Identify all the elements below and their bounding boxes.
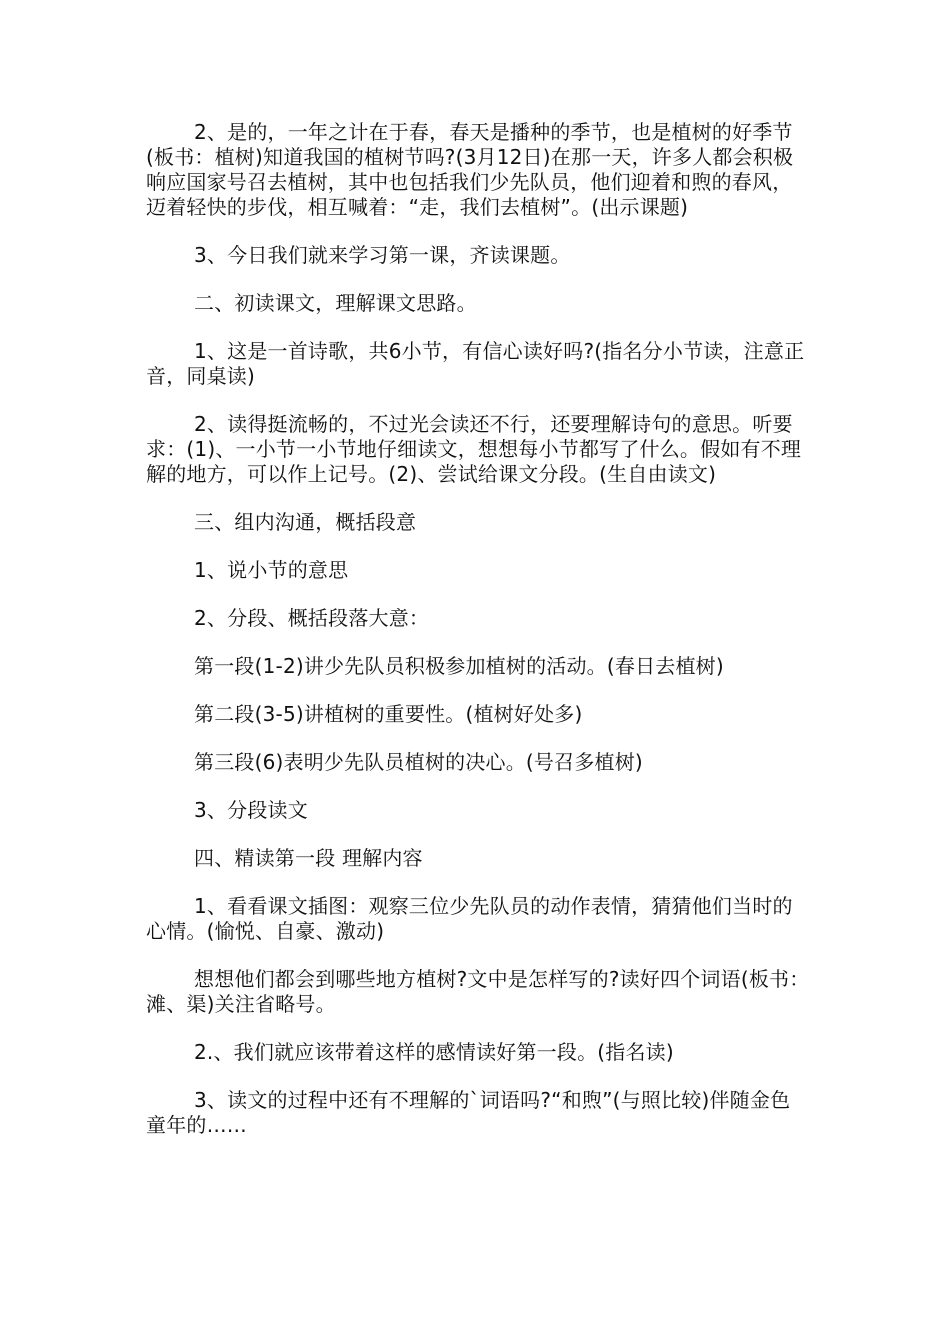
paragraph-2: 3、今日我们就来学习第一课，齐读课题。 xyxy=(194,243,571,267)
document-body xyxy=(146,120,810,1161)
paragraph-8: 第二段(3-5)讲植树的重要性。(植树好处多) xyxy=(194,702,583,726)
paragraph-3: 1、这是一首诗歌，共6小节，有信心读好吗?(指名分小节读，注意正音，同桌读) xyxy=(146,339,805,388)
paragraph-13: 2.、我们就应该带着这样的感情读好第一段。(指名读) xyxy=(194,1040,674,1064)
paragraph-9: 第三段(6)表明少先队员植树的决心。(号召多植树) xyxy=(194,750,643,774)
paragraph-7: 第一段(1-2)讲少先队员积极参加植树的活动。(春日去植树) xyxy=(194,654,724,678)
paragraph-5: 1、说小节的意思 xyxy=(194,558,349,582)
paragraph-1: 2、是的，一年之计在于春，春天是播种的季节，也是植树的好季节(板书：植树)知道我国的植树节吗?(3月12日)在那一天，许多人都会积极响应国家号召去植树，其中也包括我们少先队员，他们迎着和煦的春风，迈着轻快的步伐，相互喊着：“走，我们去植树”。(出示课题) xyxy=(146,120,794,219)
section-heading-3: 三、组内沟通，概括段意 xyxy=(194,510,417,534)
paragraph-14: 3、读文的过程中还有不理解的`词语吗?“和煦”(与照比较)伴随金色童年的…… xyxy=(146,1088,791,1137)
paragraph-6: 2、分段、概括段落大意： xyxy=(194,606,430,630)
paragraph-11: 1、看看课文插图：观察三位少先队员的动作表情，猜猜他们当时的心情。(愉悦、自豪、激动) xyxy=(146,894,793,943)
paragraph-10: 3、分段读文 xyxy=(194,798,308,822)
paragraph-4: 2、读得挺流畅的，不过光会读还不行，还要理解诗句的意思。听要求：(1)、一小节一小节地仔细读文，想想每小节都写了什么。假如有不理解的地方，可以作上记号。(2)、尝试给课文分段。(生自由读文) xyxy=(146,412,802,486)
section-heading-2: 二、初读课文，理解课文思路。 xyxy=(194,291,477,315)
paragraph-12: 想想他们都会到哪些地方植树?文中是怎样写的?读好四个词语(板书：滩、渠)关注省略号。 xyxy=(146,967,810,1016)
section-heading-4: 四、精读第一段 理解内容 xyxy=(194,846,423,870)
